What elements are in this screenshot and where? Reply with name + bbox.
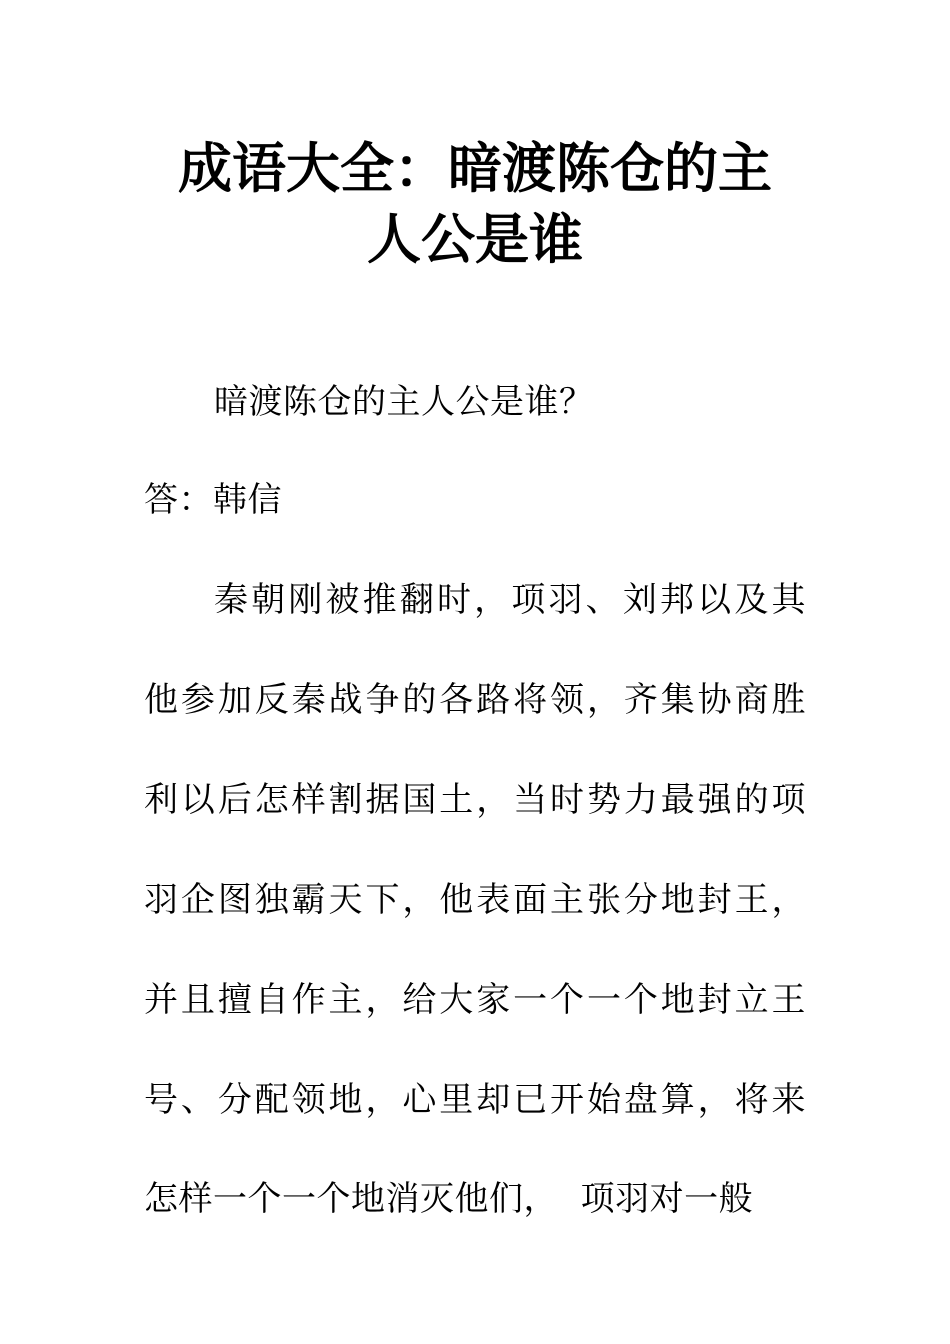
body-line-7: 怎样一个一个地消灭他们， 项羽对一般 bbox=[144, 1179, 754, 1219]
body-line-4: 羽企图独霸天下，他表面主张分地封王， bbox=[144, 880, 806, 920]
answer-text: 答：韩信 bbox=[144, 480, 282, 520]
body-line-3: 利以后怎样割据国土，当时势力最强的项 bbox=[144, 780, 806, 820]
body-line-2: 他参加反秦战争的各路将领，齐集协商胜 bbox=[144, 680, 806, 720]
document-title-line-1: 成语大全：暗渡陈仓的主 bbox=[178, 137, 772, 200]
body-line-5: 并且擅自作主，给大家一个一个地封立王 bbox=[144, 980, 806, 1020]
question-text: 暗渡陈仓的主人公是谁？ bbox=[214, 382, 594, 422]
body-line-6: 号、分配领地，心里却已开始盘算，将来 bbox=[144, 1080, 806, 1120]
body-line-1: 秦朝刚被推翻时，项羽、刘邦以及其 bbox=[214, 580, 806, 620]
document-title-line-2: 人公是谁 bbox=[367, 208, 583, 271]
